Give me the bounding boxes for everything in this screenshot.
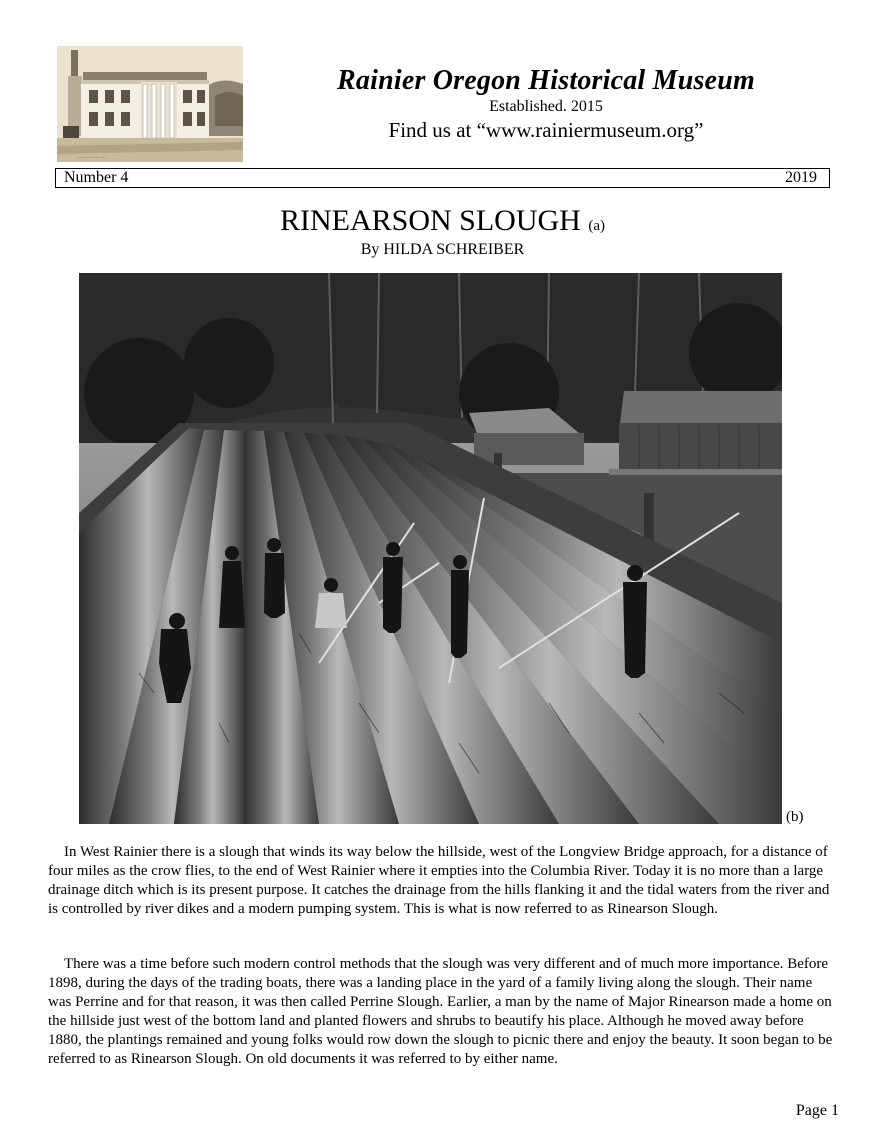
website-line: Find us at “www.rainiermuseum.org” [388,118,704,142]
log-raft-photo [79,273,782,824]
article-title [0,202,885,245]
museum-name: Rainier Oregon Historical Museum [337,65,755,96]
issue-info-bar [55,168,830,188]
article-title-text: RINEARSON SLOUGH [279,204,581,237]
issue-year: 2019 [785,169,817,186]
svg-text:.......... ....... ....: .......... ....... .... [77,155,106,160]
museum-building-logo [57,46,243,162]
article-paragraph: In West Rainier there is a slough that winds its way below the hillside, west of the Longview Bridge approach, for a distance of four miles as the crow flies, to the end of West Rainier where it empties into the Columbia River. Today it is no more than a large drainage ditch which is its present purpose. It catches the drainage from the hills flanking it and the tidal waters from the river and is controlled by river dikes and a modern pumping system. This is what is now referred to as Rinearson Slough. [48,844,830,917]
title-footnote-marker: (a) [588,218,605,234]
article-byline: By HILDA SCHREIBER [360,241,525,258]
established-year: Established. 2015 [489,98,603,115]
photo-caption-marker: (b) [786,809,804,825]
issue-number: Number 4 [64,169,129,186]
page-number: Page 1 [795,1102,839,1119]
article-paragraph: There was a time before such modern control methods that the slough was very different and of much more importance. Before 1898, during the days of the trading boats, there was a landing place in the yard of a family living along the slough. Their name was Perrine and for that reason, it was then called Perrine Slough. Earlier, a man by the name of Major Rinearson made a home on the hillside just west of the bottom land and planted flowers and shrubs to beautify his place. Although he moved away before 1880, the plantings remained and young folks would row down the slough to picnic there and enjoy the beauty. It soon began to be referred to as Rinearson Slough. On old documents it was referred to by either name. [48,956,833,1067]
